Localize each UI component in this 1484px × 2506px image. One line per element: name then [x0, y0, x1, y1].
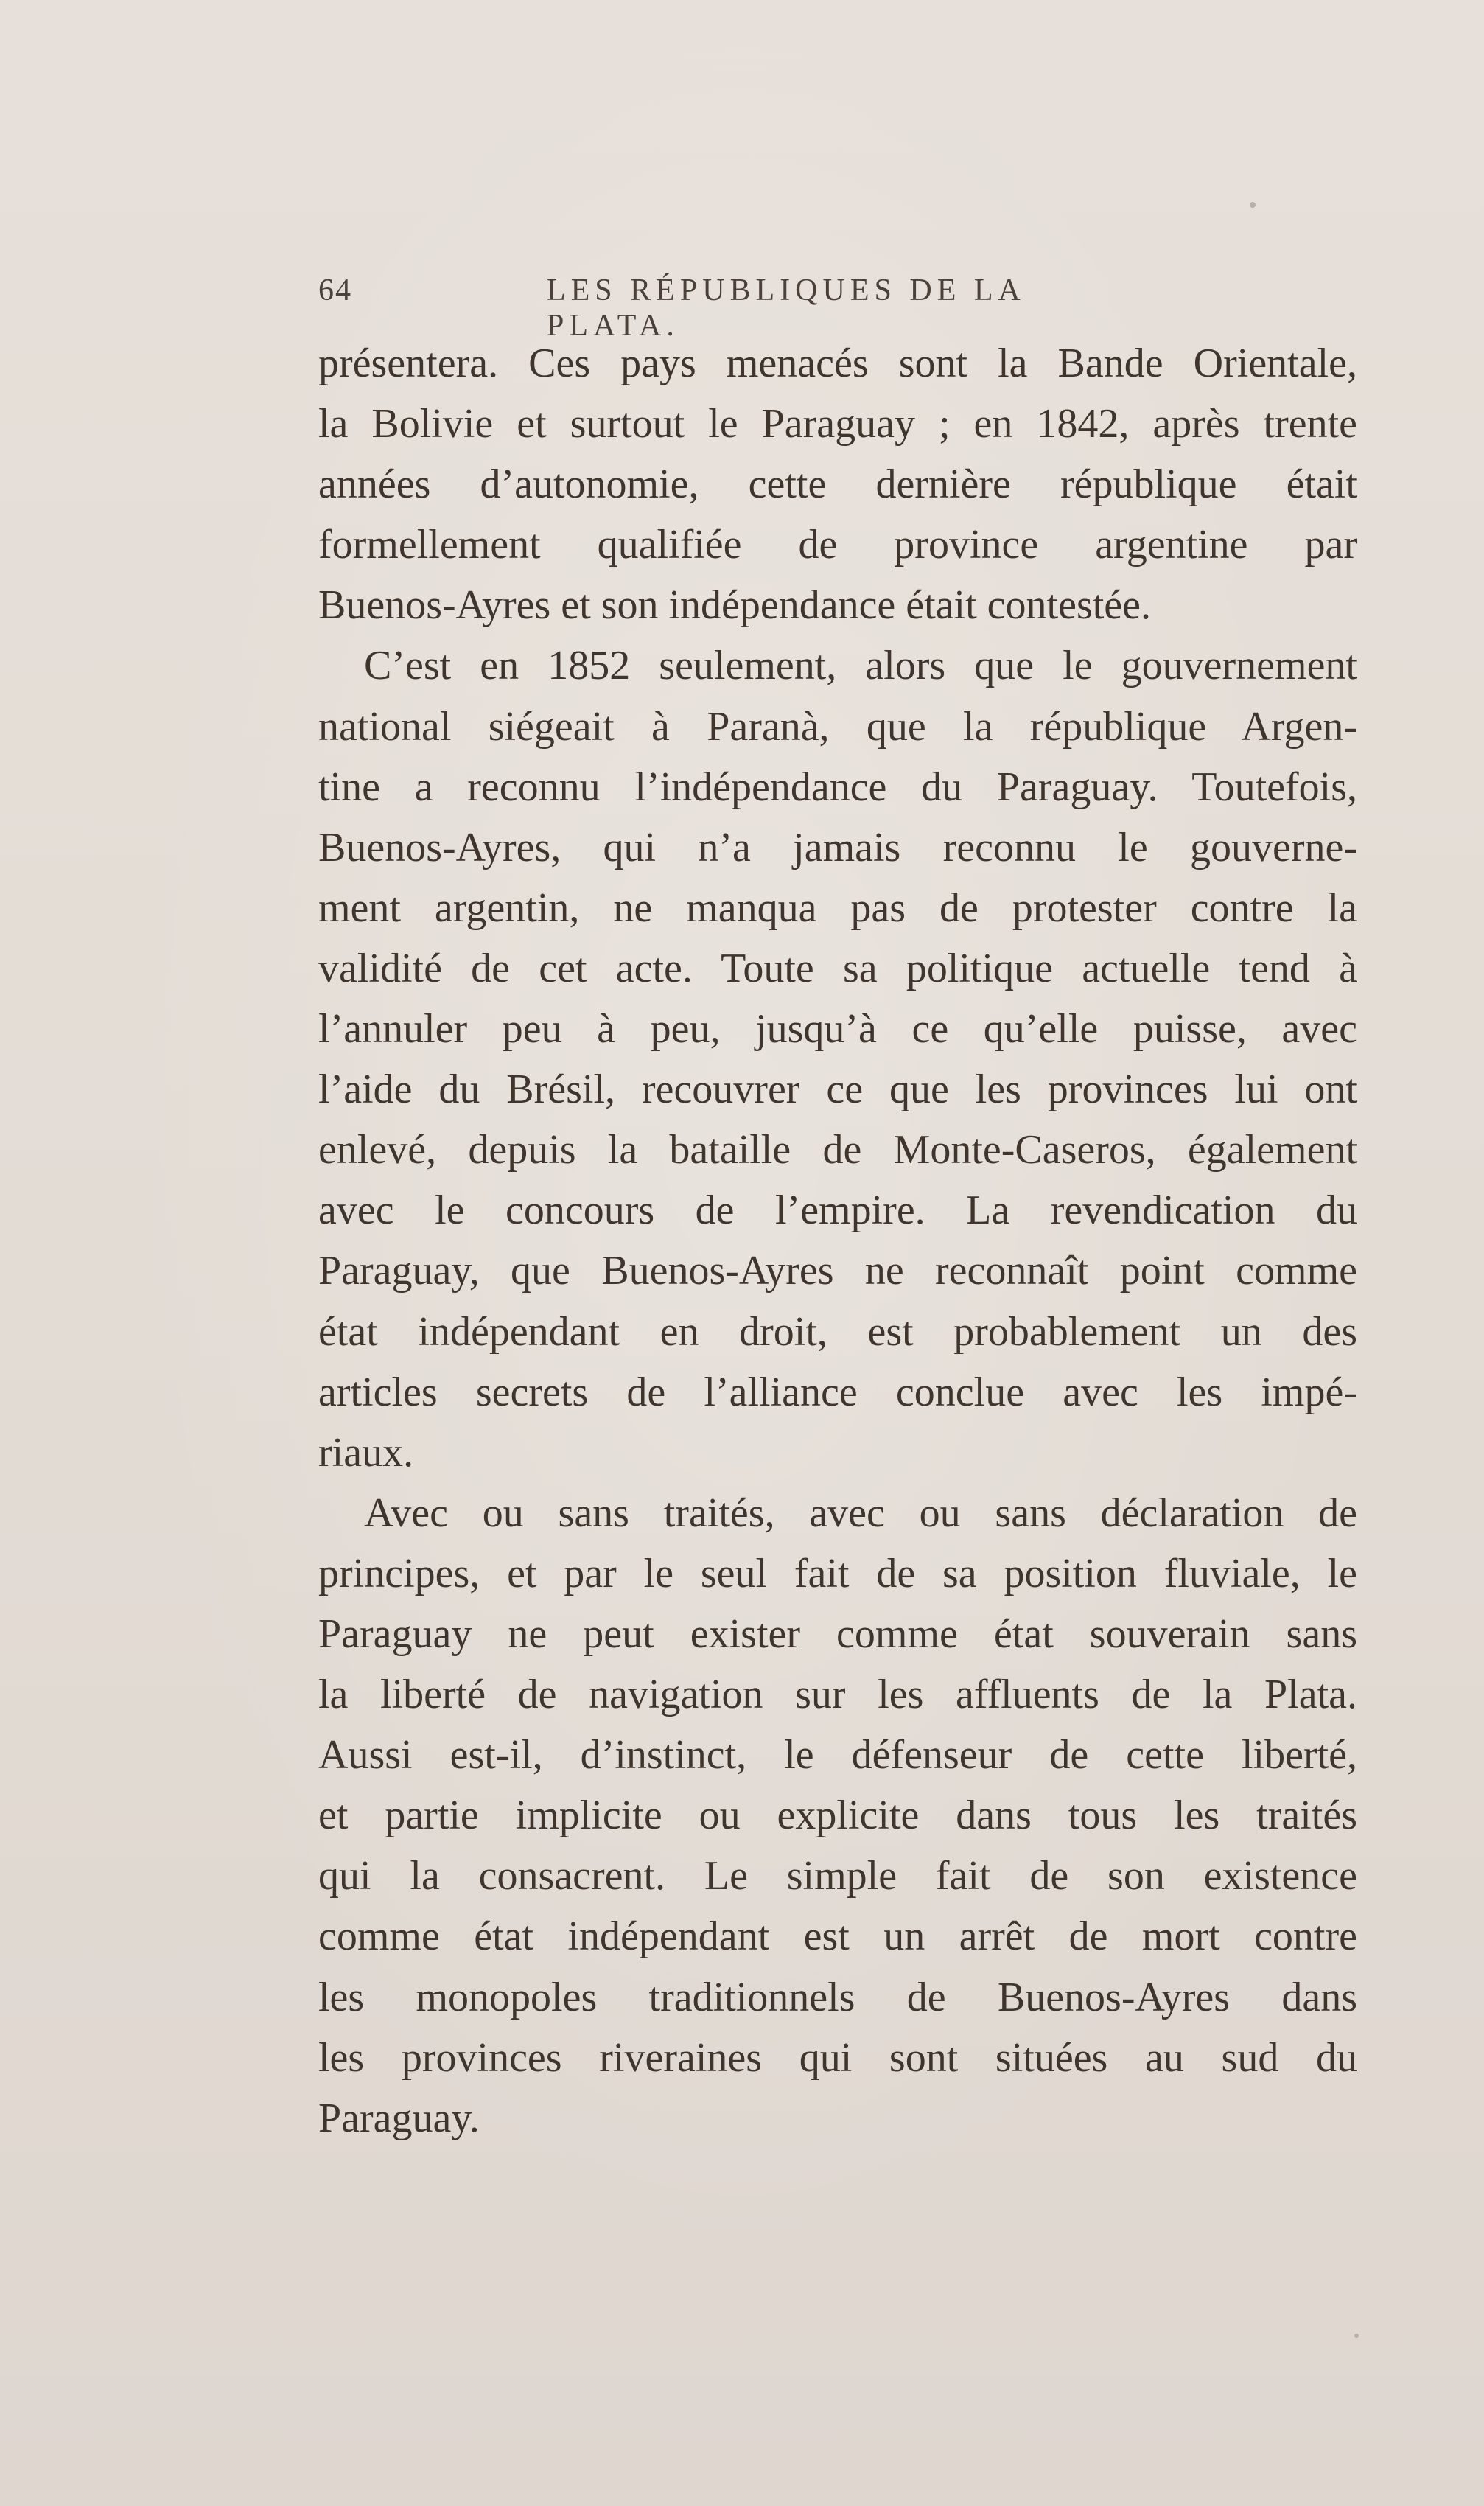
text-line: ment argentin, ne manqua pas de protester contre la: [318, 884, 1357, 931]
running-title: LES RÉPUBLIQUES DE LA PLATA.: [547, 273, 1024, 343]
text-line: Paraguay, que Buenos-Ayres ne reconnaît point comme: [318, 1248, 1357, 1294]
text-line: Paraguay ne peut exister comme état souverain sans: [318, 1610, 1357, 1657]
paper-speck: [1354, 2334, 1359, 2338]
text-line: Buenos-Ayres et son indépendance était contestée.: [318, 582, 1152, 629]
text-line: C’est en 1852 seulement, alors que le gouvernement: [364, 643, 1357, 689]
text-line: Avec ou sans traités, avec ou sans déclaration de: [364, 1490, 1357, 1536]
text-line: Paraguay.: [318, 2095, 480, 2141]
text-line: années d’autonomie, cette dernière république était: [318, 461, 1357, 508]
text-line: les monopoles traditionnels de Buenos-Ayres dans: [318, 1974, 1357, 2020]
text-line: tine a reconnu l’indépendance du Paraguay. Toutefois,: [318, 764, 1357, 810]
text-line: enlevé, depuis la bataille de Monte-Caseros, également: [318, 1127, 1357, 1173]
text-line: les provinces riveraines qui sont situées au sud du: [318, 2034, 1357, 2081]
text-line: formellement qualifiée de province argentine par: [318, 522, 1357, 568]
text-line: présentera. Ces pays menacés sont la Bande Orientale,: [318, 341, 1357, 386]
running-head: [318, 273, 1166, 343]
text-line: avec le concours de l’empire. La revendication du: [318, 1187, 1357, 1234]
page-number: 64: [318, 273, 352, 307]
text-line: et partie implicite ou explicite dans tous les traités: [318, 1793, 1357, 1839]
text-line: comme état indépendant est un arrêt de mort contre: [318, 1913, 1357, 1960]
text-line: principes, et par le seul fait de sa position fluviale, le: [318, 1550, 1357, 1596]
text-line: national siégeait à Paranà, que la république Argen-: [318, 703, 1357, 750]
text-line: l’annuler peu à peu, jusqu’à ce qu’elle puisse, avec: [318, 1006, 1357, 1053]
paper-speck: [1250, 202, 1256, 208]
body-text: [318, 333, 1357, 2149]
text-line: qui la consacrent. Le simple fait de son existence: [318, 1853, 1357, 1899]
text-line: Aussi est-il, d’instinct, le défenseur de cette liberté,: [318, 1732, 1357, 1779]
text-line: Buenos-Ayres, qui n’a jamais reconnu le gouverne-: [318, 824, 1357, 870]
text-line: état indépendant en droit, est probablement un des: [318, 1308, 1357, 1355]
text-line: riaux.: [318, 1429, 414, 1476]
text-line: l’aide du Brésil, recouvrer ce que les provinces lui ont: [318, 1067, 1357, 1113]
text-line: articles secrets de l’alliance conclue avec les impé-: [318, 1369, 1357, 1415]
text-line: validité de cet acte. Toute sa politique actuelle tend à: [318, 945, 1357, 991]
text-line: la Bolivie et surtout le Paraguay ; en 1842, après trente: [318, 401, 1357, 447]
text-line: la liberté de navigation sur les affluents de la Plata.: [318, 1672, 1357, 1718]
